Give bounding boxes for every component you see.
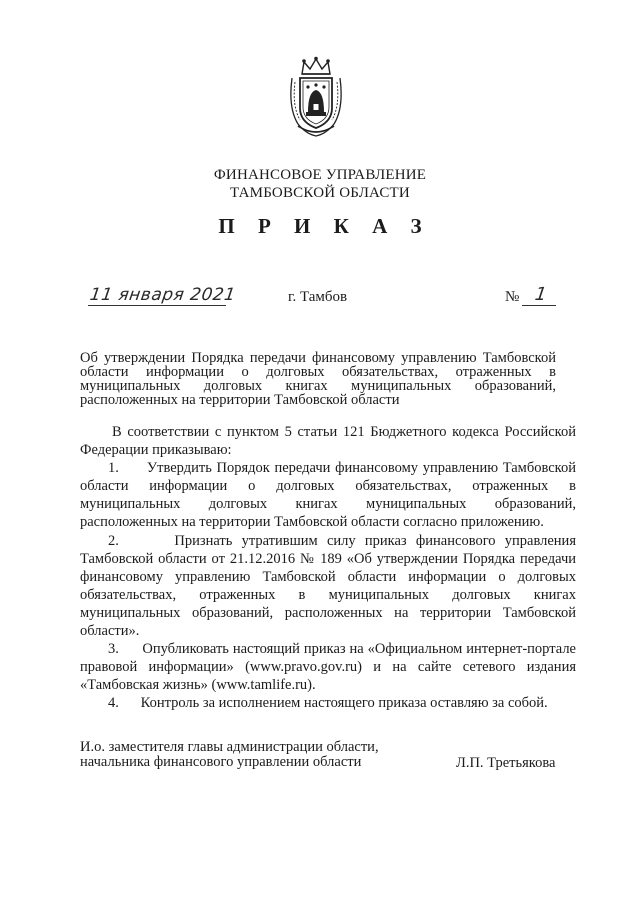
organization-name-line2: ТАМБОВСКОЙ ОБЛАСТИ [230,185,410,201]
document-subject: Об утверждении Порядка передачи финансовому управлению Тамбовской области информации о долговых обязательствах, отраженных в муниципальных долговых книгах муниципальных образований, расположенных на территории Тамбовской области [80,350,556,408]
document-body [80,423,576,713]
body-item-1: 1. Утвердить Порядок передачи финансовому управлению Тамбовской области информации о долговых обязательствах, отраженных в муниципальных долговых книгах муниципальных образований, расположенных на территории Тамбовской области согласно приложению. [80,460,576,531]
document-number-label: № [505,289,520,305]
number-underline [522,305,556,306]
document-date: 11 января 2021 [88,285,237,305]
tambov-coat-of-arms-icon [284,56,348,140]
body-item-4: 4. Контроль за исполнением настоящего приказа оставляю за собой. [108,695,548,712]
body-item-3: 3. Опубликовать настоящий приказ на «Официальном интернет-портале правовой информации» (www.pravo.gov.ru) и на сайте сетевого издания «Тамбовская жизнь» (www.tamlife.ru). [80,641,576,694]
document-city: г. Тамбов [288,289,348,305]
signatory-name: Л.П. Третьякова [456,755,556,771]
body-intro: В соответствии с пунктом 5 статьи 121 Бюджетного кодекса Российской Федерации приказываю: [80,424,576,459]
signatory-position-line2: начальника финансового управлении области [80,754,362,770]
body-item-2: 2. Признать утратившим силу приказ финансового управления Тамбовской области от 21.12.2016 № 189 «Об утверждении Порядка передачи финансовому управлению Тамбовской области информации о долговых обязательствах, отраженных в муниципальных долговых книгах муниципальных образований, расположенных на территории Тамбовской области». [80,532,576,640]
document-type-title: П Р И К А З [218,214,431,238]
signatory-position-line1: И.о. заместителя главы администрации области, [80,739,379,755]
signatory-position [80,740,410,770]
document-number: 1 [533,284,548,305]
organization-name-line1: ФИНАНСОВОЕ УПРАВЛЕНИЕ [213,167,427,183]
date-underline [88,305,226,306]
